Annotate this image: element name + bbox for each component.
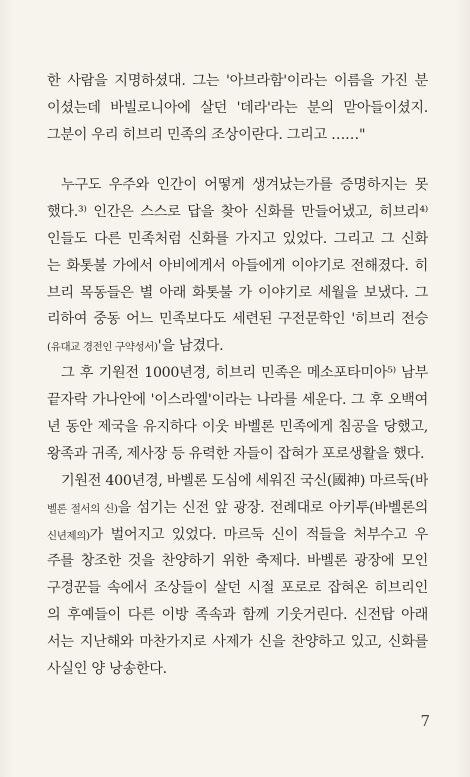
text-line: 년 동안 제국을 유지하다 이웃 바벨론 민족에게 침공을 당했고,: [47, 419, 428, 436]
text-line: 의 후예들이 다른 이방 족속과 함께 기웃거린다. 신전탑 아래: [47, 607, 428, 624]
text-line: 는 화톳불 가에서 아비에게서 아들에게 이야기로 전해졌다. 히: [47, 257, 428, 274]
text-line: 끝자락 가나안에 '이스라엘'이라는 나라를 세운다. 그 후 오백여: [47, 392, 428, 409]
text-line: 인들도 다른 민족처럼 신화를 가지고 있었다. 그리고 그 신화: [47, 230, 428, 247]
text-line: 그 후 기원전 1000년경, 히브리 민족은 메소포타미아⁵⁾ 남부: [61, 365, 428, 382]
paragraph-main: [47, 172, 428, 683]
text-line: 왕족과 귀족, 제사장 등 유력한 자들이 잡혀가 포로생활을 했다.: [47, 445, 425, 462]
text-line: 브리 목동들은 별 아래 화톳불 가 이야기로 세월을 보냈다. 그: [47, 284, 428, 301]
parenthetical-note: (유대교 경전인 구약성서): [47, 341, 158, 354]
text-line: 누구도 우주와 인간이 어떻게 생겨났는가를 증명하지는 못: [61, 177, 428, 193]
text-run: 가 벌어지고 있었다. 마르둑 신이 적들을 처부수고 우: [89, 526, 428, 543]
text-line: 구경꾼들 속에서 조상들이 살던 시절 포로로 잡혀온 히브리인: [47, 580, 428, 597]
text-line: 리하여 중동 어느 민족보다도 세련된 구전문학인 '히브리 전승: [47, 311, 428, 328]
text-line: 한 사람을 지명하셨대. 그는 '아브라함'이라는 이름을 가진 분: [47, 73, 428, 89]
text-line: 서는 지난해와 마찬가지로 사제가 신을 찬양하고 있고, 신화를: [47, 634, 428, 651]
text-run: 을 섬기는 신전 앞 광장. 전례대로 아키투(바벨론의: [117, 499, 428, 516]
text-line: 했다.³⁾ 인간은 스스로 답을 찾아 신화를 만들어냈고, 히브리⁴⁾: [47, 203, 428, 220]
text-line: 기원전 400년경, 바벨론 도심에 세워진 국신(國神) 마르둑(바: [61, 472, 428, 489]
text-line: [47, 522, 428, 549]
text-line: [47, 333, 428, 360]
parenthetical-note: 신년제의): [47, 529, 90, 542]
text-run: '을 남겼다.: [157, 338, 224, 355]
paragraph-top: [47, 68, 428, 149]
text-line: [47, 495, 428, 522]
page-number: 7: [420, 712, 430, 730]
text-line: 이셨는데 바빌로니아에 살던 '데라'라는 분의 맏아들이셨지.: [47, 99, 428, 116]
text-line: 사실인 양 낭송한다.: [47, 661, 167, 678]
text-line: 그분이 우리 히브리 민족의 조상이란다. 그리고 ……": [47, 126, 366, 143]
parenthetical-note: 벨론 절서의 신): [47, 502, 118, 515]
text-line: 주를 창조한 것을 찬양하기 위한 축제다. 바벨론 광장에 모인: [47, 553, 428, 570]
